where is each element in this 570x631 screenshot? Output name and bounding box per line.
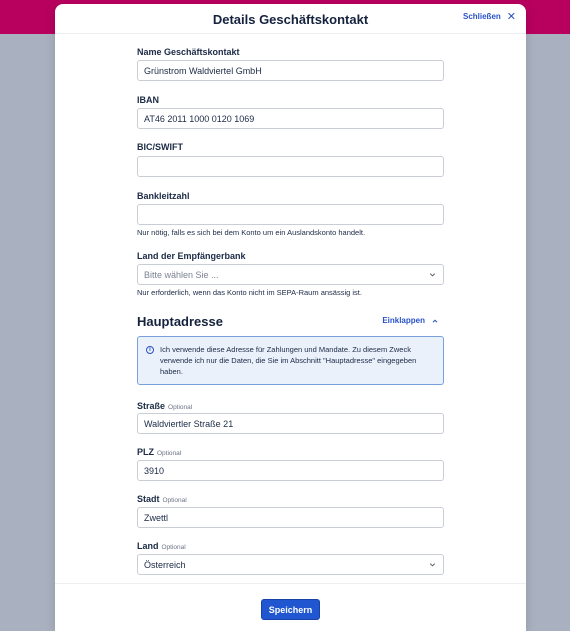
close-button[interactable] [463, 12, 516, 21]
address-section-title: Hauptadresse [137, 314, 223, 329]
contact-details-modal [55, 4, 526, 631]
name-input[interactable] [137, 60, 444, 81]
plz-optional: Optional [157, 450, 182, 457]
land-bank-label: Land der Empfängerbank [137, 251, 246, 261]
strasse-value: Waldviertler Straße 21 [144, 418, 234, 429]
strasse-input[interactable] [137, 413, 444, 434]
modal-footer [55, 583, 526, 631]
collapse-button[interactable] [382, 316, 439, 325]
info-icon: i [146, 346, 154, 354]
chevron-down-icon [428, 270, 437, 279]
stadt-input[interactable] [137, 507, 444, 528]
stadt-optional: Optional [162, 497, 187, 504]
plz-input[interactable] [137, 460, 444, 481]
chevron-down-icon [428, 560, 437, 569]
land-optional: Optional [161, 544, 186, 551]
bankleitzahl-hint: Nur nötig, falls es sich bei dem Konto um ein Auslandskonto handelt. [137, 228, 366, 237]
iban-value: AT46 2011 1000 0120 1069 [144, 113, 255, 124]
modal-header [55, 4, 526, 34]
plz-label [137, 447, 181, 457]
bic-input[interactable] [137, 156, 444, 177]
close-label: Schließen [462, 12, 501, 21]
collapse-label: Einklappen [382, 316, 425, 325]
strasse-label-text: Straße [137, 401, 166, 411]
stadt-label [137, 494, 187, 504]
land-value: Österreich [144, 559, 186, 570]
strasse-optional: Optional [168, 404, 193, 411]
close-icon: ✕ [506, 10, 516, 23]
address-info-text: Ich verwende diese Adresse für Zahlungen und Mandate. Zu diesem Zweck verwende ich nur die Daten, die Sie im Abschnitt "Hauptadresse" eingegeben haben. [160, 345, 417, 376]
land-label-text: Land [137, 541, 159, 551]
land-bank-hint: Nur erforderlich, wenn das Konto nicht im SEPA-Raum ansässig ist. [137, 288, 362, 297]
stadt-value: Zwettl [144, 512, 169, 523]
address-info-box [137, 336, 444, 385]
land-bank-placeholder: Bitte wählen Sie ... [144, 269, 219, 280]
strasse-label [137, 401, 192, 411]
bic-label: BIC/SWIFT [137, 142, 183, 152]
plz-label-text: PLZ [137, 447, 154, 457]
land-select[interactable] [137, 554, 444, 575]
modal-title: Details Geschäftskontakt [212, 12, 369, 27]
land-bank-select[interactable] [137, 264, 444, 285]
stadt-label-text: Stadt [137, 494, 160, 504]
bankleitzahl-label: Bankleitzahl [137, 191, 190, 201]
land-label [137, 541, 186, 551]
chevron-up-icon [431, 317, 439, 325]
iban-label: IBAN [137, 95, 159, 105]
name-label: Name Geschäftskontakt [137, 47, 240, 57]
iban-input[interactable] [137, 108, 444, 129]
plz-value: 3910 [144, 465, 165, 476]
bankleitzahl-input[interactable] [137, 204, 444, 225]
save-button[interactable]: Speichern [261, 599, 320, 620]
name-value: Grünstrom Waldviertel GmbH [144, 65, 262, 76]
